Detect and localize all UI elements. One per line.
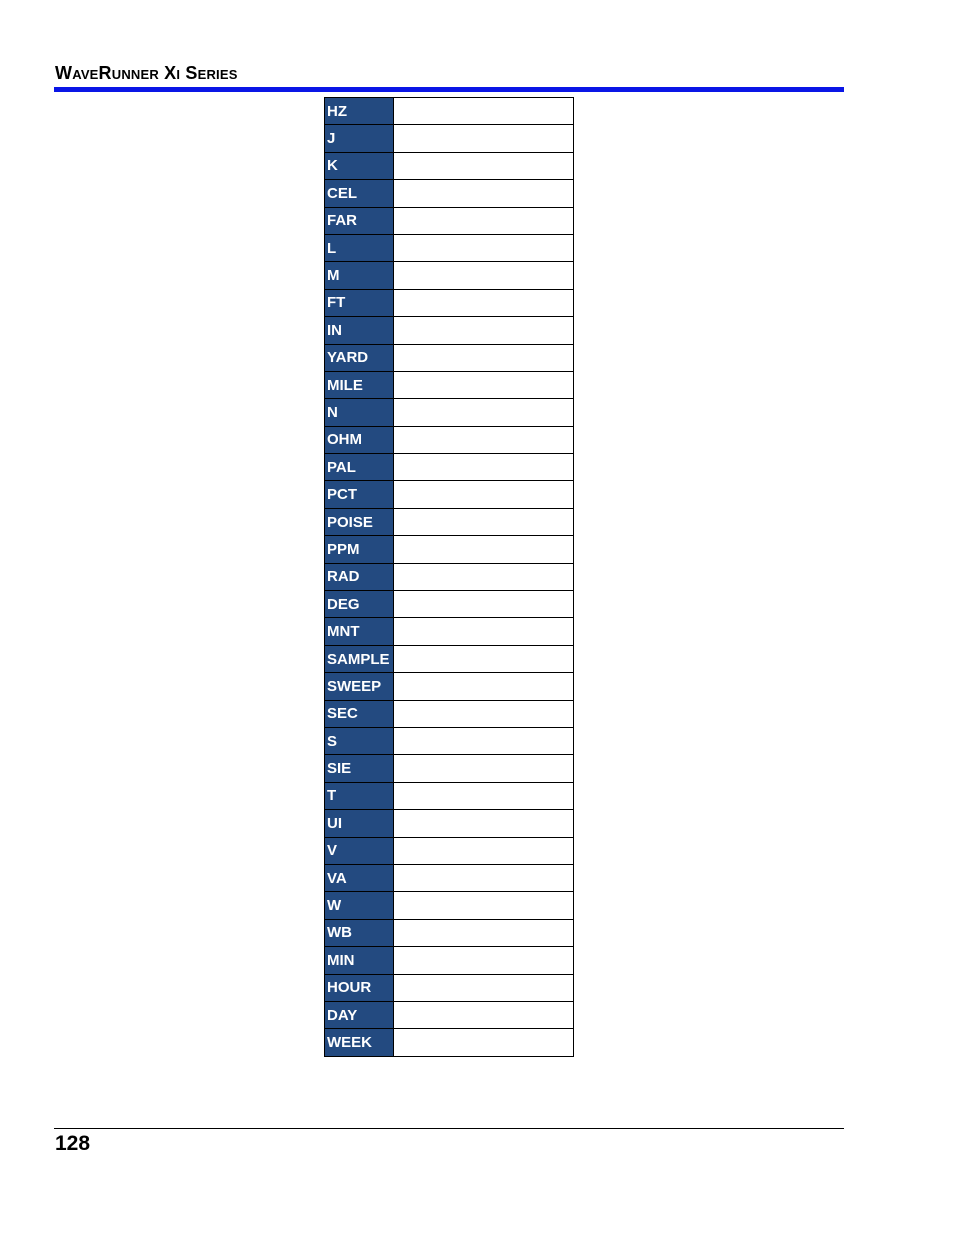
unit-description-cell [394, 399, 574, 426]
unit-code-cell: T [325, 782, 394, 809]
unit-description-cell [394, 371, 574, 398]
unit-description-cell [394, 591, 574, 618]
table-row [325, 344, 574, 371]
table-row [325, 1001, 574, 1028]
unit-description-cell [394, 426, 574, 453]
unit-code-cell: W [325, 892, 394, 919]
table-row [325, 892, 574, 919]
header-rule [54, 87, 844, 92]
unit-description-cell [394, 152, 574, 179]
unit-code-cell: DAY [325, 1001, 394, 1028]
unit-code-cell: UI [325, 810, 394, 837]
unit-code-cell: OHM [325, 426, 394, 453]
table-row [325, 481, 574, 508]
unit-description-cell [394, 974, 574, 1001]
table-row [325, 645, 574, 672]
unit-description-cell [394, 563, 574, 590]
unit-description-cell [394, 454, 574, 481]
unit-description-cell [394, 289, 574, 316]
table-row [325, 782, 574, 809]
table-row [325, 837, 574, 864]
unit-description-cell [394, 947, 574, 974]
unit-description-cell [394, 782, 574, 809]
unit-description-cell [394, 317, 574, 344]
unit-description-cell [394, 207, 574, 234]
unit-code-cell: MNT [325, 618, 394, 645]
unit-table-body [325, 98, 574, 1057]
unit-description-cell [394, 508, 574, 535]
unit-description-cell [394, 700, 574, 727]
table-row [325, 454, 574, 481]
unit-description-cell [394, 125, 574, 152]
table-row [325, 289, 574, 316]
footer-rule [54, 1128, 844, 1129]
unit-code-cell: HZ [325, 98, 394, 125]
table-row [325, 864, 574, 891]
unit-code-cell: SWEEP [325, 673, 394, 700]
unit-description-cell [394, 234, 574, 261]
unit-code-cell: J [325, 125, 394, 152]
unit-description-cell [394, 673, 574, 700]
unit-description-cell [394, 481, 574, 508]
unit-code-cell: WEEK [325, 1029, 394, 1056]
unit-code-cell: SEC [325, 700, 394, 727]
table-row [325, 727, 574, 754]
table-row [325, 536, 574, 563]
unit-code-cell: RAD [325, 563, 394, 590]
unit-description-cell [394, 1001, 574, 1028]
unit-description-cell [394, 344, 574, 371]
unit-code-cell: PAL [325, 454, 394, 481]
unit-description-cell [394, 98, 574, 125]
table-row [325, 207, 574, 234]
table-row [325, 974, 574, 1001]
unit-code-cell: M [325, 262, 394, 289]
unit-code-cell: MILE [325, 371, 394, 398]
table-row [325, 700, 574, 727]
table-row [325, 125, 574, 152]
table-row [325, 98, 574, 125]
table-row [325, 152, 574, 179]
unit-description-cell [394, 892, 574, 919]
table-row [325, 919, 574, 946]
unit-table [324, 97, 574, 1057]
table-row [325, 947, 574, 974]
table-row [325, 317, 574, 344]
unit-description-cell [394, 262, 574, 289]
unit-description-cell [394, 810, 574, 837]
unit-description-cell [394, 180, 574, 207]
unit-code-cell: V [325, 837, 394, 864]
unit-description-cell [394, 1029, 574, 1056]
unit-code-cell: HOUR [325, 974, 394, 1001]
table-row [325, 618, 574, 645]
unit-code-cell: WB [325, 919, 394, 946]
unit-code-cell: YARD [325, 344, 394, 371]
table-row [325, 262, 574, 289]
table-row [325, 399, 574, 426]
table-row [325, 563, 574, 590]
unit-code-cell: FAR [325, 207, 394, 234]
unit-code-cell: SIE [325, 755, 394, 782]
table-row [325, 371, 574, 398]
unit-description-cell [394, 618, 574, 645]
unit-code-cell: POISE [325, 508, 394, 535]
unit-code-cell: DEG [325, 591, 394, 618]
unit-code-cell: K [325, 152, 394, 179]
unit-description-cell [394, 727, 574, 754]
table-row [325, 810, 574, 837]
unit-code-cell: CEL [325, 180, 394, 207]
table-row [325, 234, 574, 261]
page-number: 128 [55, 1132, 91, 1155]
unit-code-cell: MIN [325, 947, 394, 974]
unit-code-cell: FT [325, 289, 394, 316]
table-row [325, 1029, 574, 1056]
unit-code-cell: SAMPLE [325, 645, 394, 672]
unit-description-cell [394, 837, 574, 864]
unit-description-cell [394, 536, 574, 563]
document-header-title: WaveRunner Xi Series [55, 63, 238, 83]
table-row [325, 508, 574, 535]
unit-description-cell [394, 755, 574, 782]
unit-description-cell [394, 645, 574, 672]
unit-code-cell: IN [325, 317, 394, 344]
unit-code-cell: L [325, 234, 394, 261]
unit-code-cell: N [325, 399, 394, 426]
unit-description-cell [394, 919, 574, 946]
table-row [325, 426, 574, 453]
unit-description-cell [394, 864, 574, 891]
table-row [325, 755, 574, 782]
unit-code-cell: VA [325, 864, 394, 891]
unit-code-cell: PPM [325, 536, 394, 563]
table-row [325, 673, 574, 700]
unit-code-cell: PCT [325, 481, 394, 508]
table-row [325, 591, 574, 618]
unit-code-cell: S [325, 727, 394, 754]
table-row [325, 180, 574, 207]
